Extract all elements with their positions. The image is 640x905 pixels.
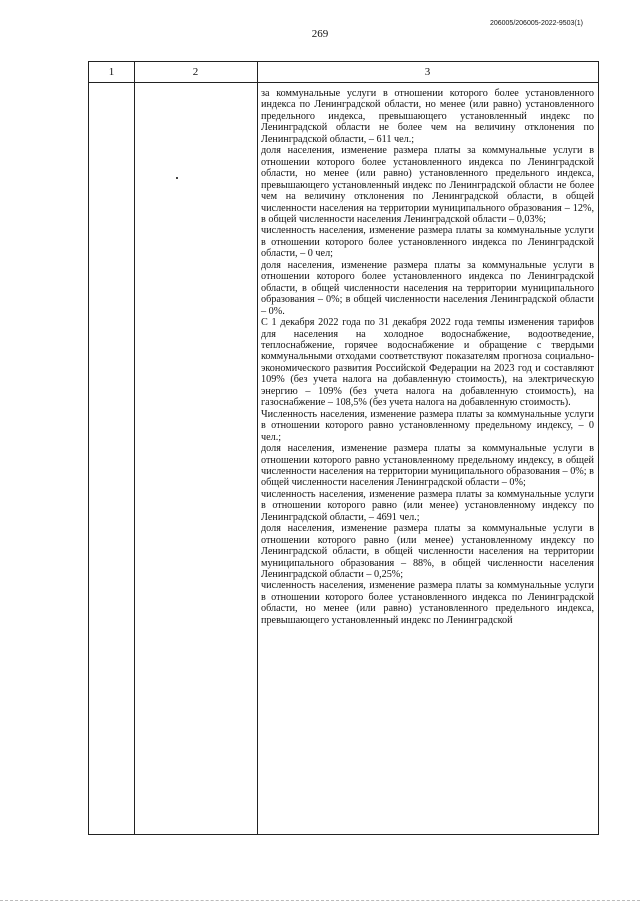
page-number: 269 bbox=[311, 28, 329, 40]
paragraph: численность населения, изменение размера платы за коммунальные услуги в отношении которого более установленного индекса по Ленинградской области, но менее (или равно) установленного предельного индекса, превышающего установленный индекс по Ленинградской bbox=[261, 580, 594, 626]
paragraph: С 1 декабря 2022 года по 31 декабря 2022 года темпы изменения тарифов для населения на холодное водоснабжение, водоотведение, теплоснабжение, горячее водоснабжение и обращение с твердыми коммунальными отходами соответствуют показателям прогноза социально-экономического развития Российской Федерации на 2023 год и составляют 109% (без учета налога на добавленную стоимость), на электрическую энергию – 109% (без учета налога на добавленную стоимость), на газоснабжение – 108,5% (без учета налога на добавленную стоимость). bbox=[261, 317, 594, 409]
paragraph: численность населения, изменение размера платы за коммунальные услуги в отношении которого более установленного индекса по Ленинградской области, – 0 чел; bbox=[261, 225, 594, 260]
paragraph: за коммунальные услуги в отношении которого более установленного индекса по Ленинградской области, но менее (или равно) установленного предельного индекса, превышающего установленный индекс по Ленинградской области не более чем на величину отклонения по Ленинградской области, – 611 чел.; bbox=[261, 88, 594, 145]
paragraph: доля населения, изменение размера платы за коммунальные услуги в отношении которого более установленного индекса по Ленинградской области, но менее (или равно) установленного предельного индекса, превышающего установленный индекс по Ленинградской области не более чем на величину отклонения по Ленинградской области, в общей численности населения на территории муниципального образования – 12%, в общей численности населения Ленинградской области – 0,03%; bbox=[261, 145, 594, 225]
column-header-1: 1 bbox=[108, 66, 115, 78]
table-cell-text bbox=[261, 88, 594, 626]
paragraph: доля населения, изменение размера платы за коммунальные услуги в отношении которого равно (или менее) установленному индексу по Ленинградской области, в общей численности населения на территории муниципального образования – 88%, в общей численности населения Ленинградской области – 0,25%; bbox=[261, 523, 594, 581]
column-header-2: 2 bbox=[192, 66, 199, 78]
document-code: 206005/206005-2022-9503(1) bbox=[489, 20, 583, 27]
scan-edge bbox=[0, 900, 640, 901]
column-divider-1 bbox=[134, 62, 135, 834]
column-header-3: 3 bbox=[424, 66, 431, 78]
scan-speck bbox=[176, 177, 178, 179]
column-divider-2 bbox=[257, 62, 258, 834]
paragraph: Численность населения, изменение размера платы за коммунальные услуги в отношении которого равно установленному предельному индексу, – 0 чел.; bbox=[261, 408, 594, 443]
paragraph: доля населения, изменение размера платы за коммунальные услуги в отношении которого равно установленному предельному индексу, в общей численности населения на территории муниципального образования – 0%; в общей численности населения Ленинградской области – 0%; bbox=[261, 443, 594, 489]
document-table bbox=[88, 61, 599, 835]
paragraph: численность населения, изменение размера платы за коммунальные услуги в отношении которого равно (или менее) установленному индексу по Ленинградской области, – 4691 чел.; bbox=[261, 488, 594, 523]
header-divider bbox=[89, 82, 598, 83]
paragraph: доля населения, изменение размера платы за коммунальные услуги в отношении которого более установленного индекса по Ленинградской области, в общей численности населения на территории муниципального образования – 0%; в общей численности населения Ленинградской области – 0%. bbox=[261, 259, 594, 317]
